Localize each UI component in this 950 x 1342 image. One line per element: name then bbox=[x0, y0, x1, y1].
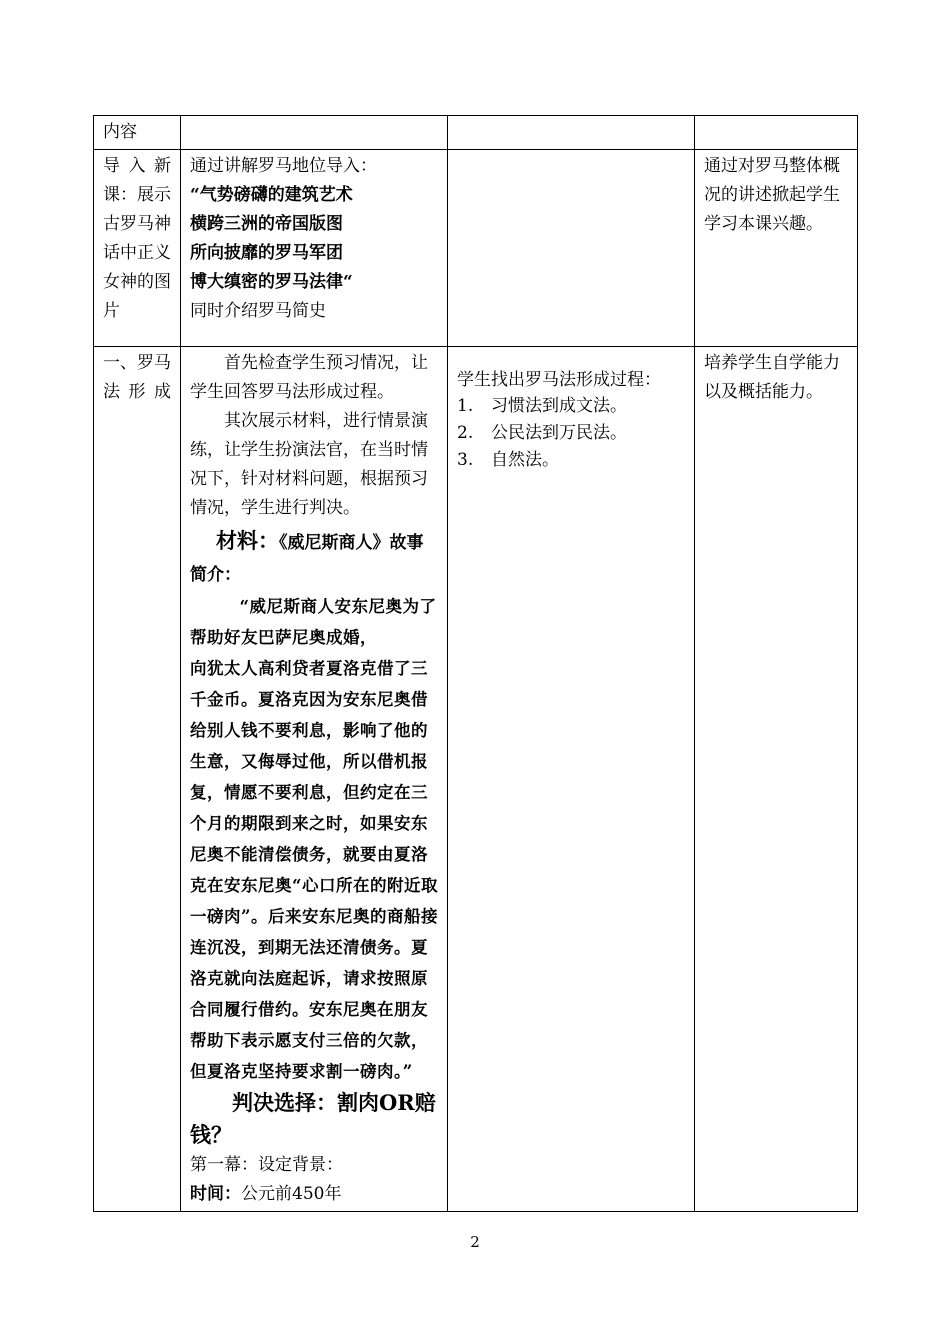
time-value: 公元前450年 bbox=[241, 1184, 342, 1204]
cell-empty bbox=[181, 116, 448, 150]
intro-line: 博大缜密的罗马法律“ bbox=[190, 272, 353, 292]
list-item: 2. 公民法到万民法。 bbox=[457, 423, 627, 443]
cell-empty bbox=[695, 116, 858, 150]
student-intro: 学生找出罗马法形成过程： bbox=[457, 370, 661, 390]
table-row-intro bbox=[94, 150, 858, 347]
cell-intro-teacher bbox=[181, 150, 448, 347]
cell-section-purpose bbox=[695, 347, 858, 1212]
purpose-line-1: 培养学生自学能力 bbox=[704, 353, 840, 373]
cell-section-title: 一、罗马法形成 bbox=[94, 347, 181, 1212]
time-line bbox=[190, 1180, 438, 1209]
cell-empty bbox=[448, 116, 695, 150]
judgement-choice: 判决选择：割肉OR赔钱？ bbox=[190, 1090, 436, 1147]
story-text bbox=[190, 591, 438, 1087]
intro-line: “气势磅礴的建筑艺术 bbox=[190, 185, 353, 205]
lesson-plan-table bbox=[93, 115, 858, 1212]
process-list bbox=[457, 393, 685, 474]
table-row-section1 bbox=[94, 347, 858, 1212]
teacher-paragraph-1: 首先检查学生预习情况，让学生回答罗马法形成过程。 bbox=[190, 353, 428, 402]
time-label: 时间： bbox=[190, 1184, 241, 1204]
cell-section-student bbox=[448, 347, 695, 1212]
material-title: 《威尼斯商人》故事简介： bbox=[190, 533, 424, 585]
intro-line: 横跨三洲的帝国版图 bbox=[190, 214, 343, 234]
purpose-line-2: 以及概括能力。 bbox=[704, 382, 823, 402]
cell-section-teacher bbox=[181, 347, 448, 1212]
story-first: “威尼斯商人安东尼奥为了帮助好友巴萨尼奥成婚， bbox=[190, 597, 437, 647]
material-heading bbox=[190, 525, 438, 591]
table-row-header bbox=[94, 116, 858, 150]
cell-content-label: 内容 bbox=[94, 116, 181, 150]
cell-intro-purpose: 通过对罗马整体概况的讲述掀起学生学习本课兴趣。 bbox=[695, 150, 858, 347]
intro-line: 通过讲解罗马地位导入： bbox=[190, 156, 377, 176]
cell-empty bbox=[448, 150, 695, 347]
intro-line: 所向披靡的罗马军团 bbox=[190, 243, 343, 263]
material-label: 材料： bbox=[216, 528, 279, 553]
story-rest: 向犹太人高利贷者夏洛克借了三千金币。夏洛克因为安东尼奥借给别人钱不要利息，影响了他的生意，又侮辱过他，所以借机报复，情愿不要利息，但约定在三个月的期限到来之时，如果安东尼奥不能清偿债务，就要由夏洛克在安东尼奥“心口所在的附近取一磅肉”。后来安东尼奥的商船接连沉没，到期无法还清债务。夏洛克就向法庭起诉，请求按照原合同履行借约。安东尼奥在朋友帮助下表示愿支付三倍的欠款，但夏洛克坚持要求割一磅肉。” bbox=[190, 659, 438, 1081]
teacher-paragraph-2: 其次展示材料，进行情景演练，让学生扮演法官，在当时情况下，针对材料问题，根据预习情况，学生进行判决。 bbox=[190, 411, 428, 518]
list-item: 1. 习惯法到成文法。 bbox=[457, 396, 627, 416]
cell-intro-stage: 导入新课：展示古罗马神话中正义女神的图片 bbox=[94, 150, 181, 347]
page-number: 2 bbox=[470, 1233, 480, 1251]
act-heading: 第一幕：设定背景： bbox=[190, 1155, 343, 1175]
intro-line: 同时介绍罗马简史 bbox=[190, 301, 326, 321]
list-item: 3. 自然法。 bbox=[457, 450, 559, 470]
